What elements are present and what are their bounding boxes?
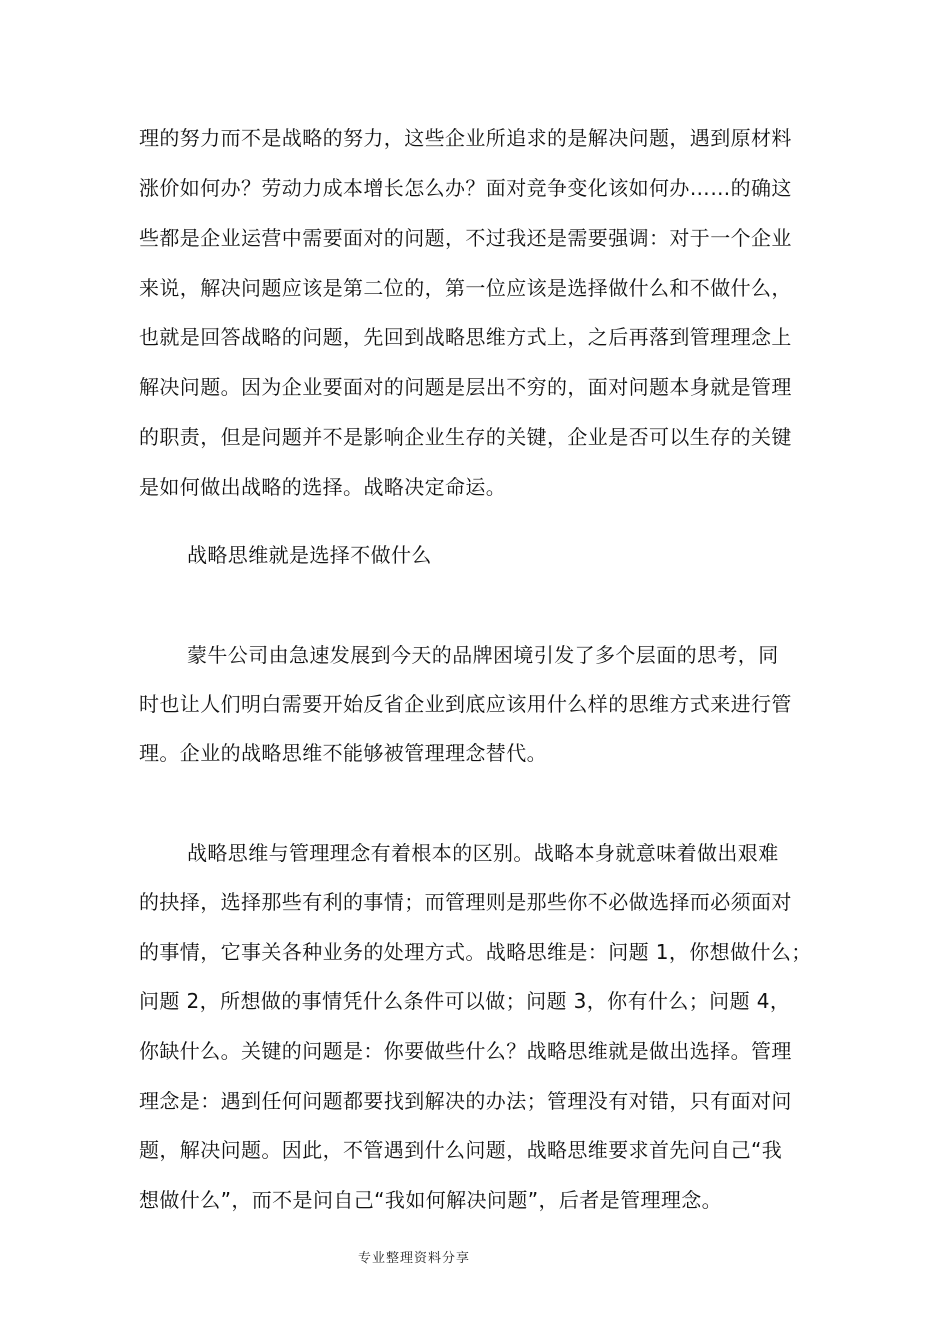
text-line: 想做什么”，而不是问自己“我如何解决问题”，后者是管理理念。 — [139, 1188, 723, 1212]
text-line: 理的努力而不是战略的努力，这些企业所追求的是解决问题，遇到原材料 — [139, 126, 792, 150]
text-line: 也就是回答战略的问题，先回到战略思维方式上，之后再落到管理理念上 — [139, 325, 792, 349]
text-line: 战略思维与管理理念有着根本的区别。战略本身就意味着做出艰难 — [187, 841, 779, 865]
text-line: 涨价如何办？劳动力成本增长怎么办？面对竞争变化该如何办……的确这 — [139, 176, 792, 200]
text-line: 些都是企业运营中需要面对的问题，不过我还是需要强调：对于一个企业 — [139, 226, 792, 250]
text-line: 是如何做出战略的选择。战略决定命运。 — [139, 475, 507, 499]
page-footer: 专业整理资料分享 — [358, 1251, 471, 1266]
text-line: 问题 2，所想做的事情凭什么条件可以做；问题 3，你有什么；问题 4， — [139, 989, 791, 1013]
text-line: 理念是：遇到任何问题都要找到解决的办法；管理没有对错，只有面对问 — [139, 1089, 792, 1113]
text-line: 的抉择，选择那些有利的事情；而管理则是那些你不必做选择而必须面对 — [139, 890, 792, 914]
text-line: 时也让人们明白需要开始反省企业到底应该用什么样的思维方式来进行管 — [139, 692, 792, 716]
text-line: 来说，解决问题应该是第二位的，第一位应该是选择做什么和不做什么， — [139, 276, 792, 300]
text-line: 的事情，它事关各种业务的处理方式。战略思维是：问题 1，你想做什么； — [139, 940, 812, 964]
text-line: 理。企业的战略思维不能够被管理理念替代。 — [139, 741, 547, 765]
text-line: 解决问题。因为企业要面对的问题是层出不穷的，面对问题本身就是管理 — [139, 375, 792, 399]
section-heading: 战略思维就是选择不做什么 — [187, 543, 432, 567]
text-line: 蒙牛公司由急速发展到今天的品牌困境引发了多个层面的思考，同 — [187, 643, 779, 667]
text-line: 你缺什么。关键的问题是：你要做些什么？战略思维就是做出选择。管理 — [139, 1039, 792, 1063]
text-line: 题，解决问题。因此，不管遇到什么问题，战略思维要求首先问自己“我 — [139, 1138, 783, 1162]
text-line: 的职责，但是问题并不是影响企业生存的关键，企业是否可以生存的关键 — [139, 425, 792, 449]
